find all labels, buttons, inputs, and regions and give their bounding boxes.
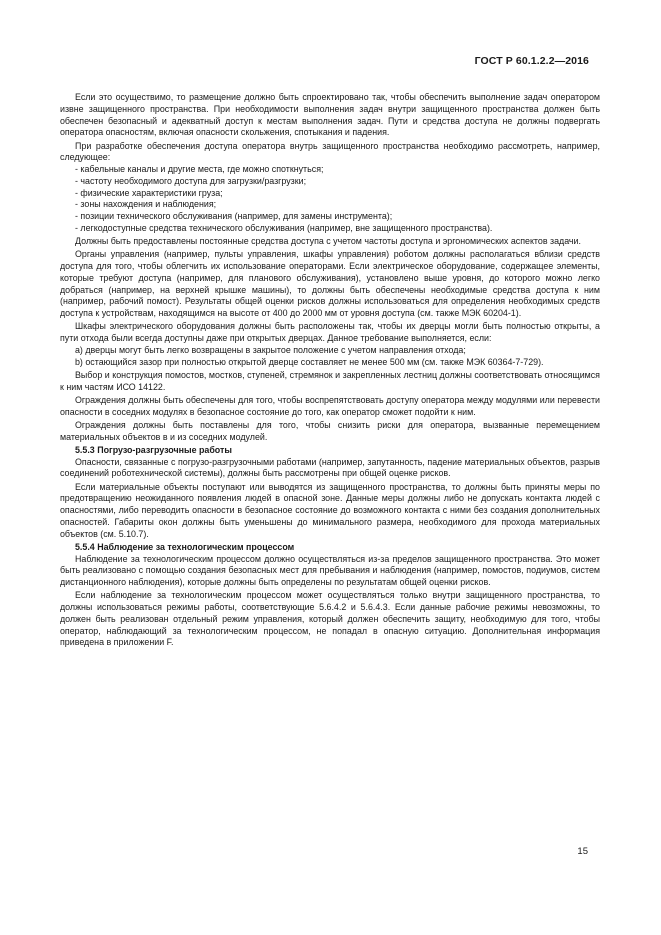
paragraph: Если наблюдение за технологическим процессом может осуществляться только внутри защищенного пространства, то должны использоваться режимы работы, соответствующие 5.6.4.2 и 5.6.4.3. Если данные рабочие режимы невозможны, то должен быть реализован отдельный режим управления, который должен обеспечить защиту, необходимую для того, чтобы оператор, наблюдающий за технологическим процессом, не попадал в опасную ситуацию. Дополнительная информация приведена в приложении F. <box>60 590 600 648</box>
list-item: b) остающийся зазор при полностью открытой дверце составляет не менее 500 мм (см. также МЭК 60364-7-729). <box>75 356 544 367</box>
paragraph: Шкафы электрического оборудования должны быть расположены так, чтобы их дверцы могли быть полностью открыты, а пути отхода были всегда доступны даже при открытых дверцах. Данное требование выполняется, если: <box>60 321 600 343</box>
paragraph: Выбор и конструкция помостов, мостков, ступеней, стремянок и закрепленных лестниц должны соответствовать относящимся к ним частям ИСО 14122. <box>60 369 600 392</box>
paragraph: Ограждения должны быть поставлены для того, чтобы снизить риски для оператора, вызванные перемещением материальных объектов в и из соседних модулей. <box>60 419 600 442</box>
section-heading: 5.5.4 Наблюдение за технологическим процессом <box>75 541 295 552</box>
list-item: - зоны нахождения и наблюдения; <box>75 199 217 210</box>
paragraph: Должны быть предоставлены постоянные средства доступа с учетом частоты доступа и эргономических аспектов задачи. <box>75 236 581 246</box>
paragraph: Ограждения должны быть обеспечены для того, чтобы воспрепятствовать доступу оператора между модулями или перевести опасности в соседних модулях в безопасное состояние до того, как оператор сможет подойти к ним. <box>60 394 600 417</box>
paragraph: Опасности, связанные с погрузо-разгрузочными работами (например, запутанность, падение материальных объектов, разрыв соединений роботехнической системы), должны быть рассмотрены при общей оценке рисков. <box>60 456 600 479</box>
paragraph: При разработке обеспечения доступа оператора внутрь защищенного пространства необходимо рассмотреть, например, следующее: <box>60 140 600 163</box>
document-code: ГОСТ Р 60.1.2.2—2016 <box>474 55 589 67</box>
page-number: 15 <box>577 846 588 857</box>
list-item: - частоту необходимого доступа для загрузки/разгрузки; <box>75 175 307 186</box>
paragraph: Если материальные объекты поступают или выводятся из защищенного пространства, то должны быть приняты меры по предотвращению неожиданного появления людей в опасной зоне. Данные меры должны либо не допускать контакта людей с опасностями, либо переводить опасности в безопасное состояние до возможного контакта с ними без создания дополнительных опасностей. Габариты окон должны быть уменьшены до минимального размера, необходимого для прохода материальных объектов (см. 5.10.7). <box>60 481 600 539</box>
page-body <box>60 92 600 649</box>
paragraph: Наблюдение за технологическим процессом должно осуществляться из-за пределов защищенного пространства. Это может быть реализовано с помощью создания безопасных мест для пребывания и наблюдения (например, помостов, подиумов, систем дистанционного наблюдения), которые должны быть определены по результатам общей оценки рисков. <box>60 553 600 587</box>
paragraph: Органы управления (например, пульты управления, шкафы управления) роботом должны располагаться вблизи средств доступа для того, чтобы облегчить их использование операторами. Если электрическое оборудование, содержащее элементы, которые требуют доступа (например, для планового обслуживания), установлено выше уровня, до которого можно легко добраться (например, на верхней крышке машины), то должны быть обеспечены необходимые средства доступа к ним (например, рабочий помост). Результаты общей оценки рисков должны использоваться для определения необходимых средств доступа к устройствам, находящимся на высоте от 400 до 2000 мм от уровня доступа (см. также МЭК 60204-1). <box>60 249 600 318</box>
list-item: - легкодоступные средства технического обслуживания (например, вне защищенного пространства). <box>75 222 493 233</box>
list-item: - физические характеристики груза; <box>75 187 223 198</box>
list-item: a) дверцы могут быть легко возвращены в закрытое положение с учетом направления отхода; <box>75 344 466 355</box>
list-item: - позиции технического обслуживания (например, для замены инструмента); <box>75 211 393 221</box>
section-heading: 5.5.3 Погрузо-разгрузочные работы <box>75 444 232 455</box>
paragraph: Если это осуществимо, то размещение должно быть спроектировано так, чтобы обеспечить выполнение задач оператором извне защищенного пространства. При необходимости выполнения задач внутри защищенного пространства должен быть обеспечен безопасный и адекватный доступ к местам выполнения задач. Пути и средства доступа не должны подвергать оператора опасностям, включая опасности скольжения, спотыкания и падения. <box>60 92 600 138</box>
list-item: - кабельные каналы и другие места, где можно споткнуться; <box>75 164 324 174</box>
